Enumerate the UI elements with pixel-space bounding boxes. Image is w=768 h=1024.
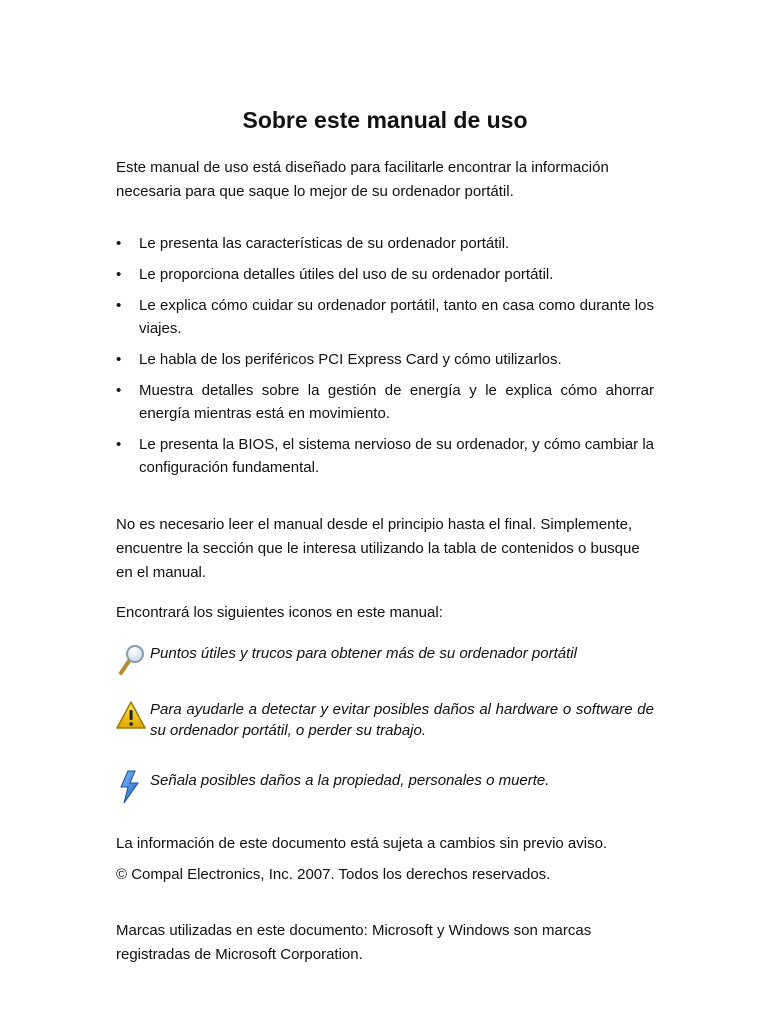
list-item bbox=[116, 433, 654, 479]
list-item-text: Muestra detalles sobre la gestión de energía y le explica cómo ahorrar energía mientras está en movimiento. bbox=[139, 382, 654, 422]
bullet-icon: • bbox=[116, 351, 122, 368]
icon-legend-text: Señala posibles daños a la propiedad, personales o muerte. bbox=[150, 772, 550, 789]
lightning-icon bbox=[116, 770, 148, 804]
feature-list bbox=[116, 232, 654, 487]
bullet-icon: • bbox=[116, 266, 122, 283]
list-item bbox=[116, 294, 654, 340]
trademarks-paragraph: Marcas utilizadas en este documento: Microsoft y Windows son marcas registradas de Microsoft Corporation. bbox=[116, 922, 592, 963]
list-item bbox=[116, 348, 654, 371]
list-item-text: Le presenta las características de su ordenador portátil. bbox=[139, 235, 510, 252]
list-item bbox=[116, 263, 654, 286]
warning-icon bbox=[116, 699, 148, 733]
list-item-text: Le habla de los periféricos PCI Express Card y cómo utilizarlos. bbox=[139, 351, 562, 368]
bullet-icon: • bbox=[116, 382, 122, 399]
magnifier-icon bbox=[116, 643, 148, 677]
bullet-icon: • bbox=[116, 297, 122, 314]
list-item-text: Le proporciona detalles útiles del uso de su ordenador portátil. bbox=[139, 266, 554, 283]
copyright-paragraph: © Compal Electronics, Inc. 2007. Todos los derechos reservados. bbox=[116, 866, 551, 883]
list-item-text: Le explica cómo cuidar su ordenador portátil, tanto en casa como durante los viajes. bbox=[139, 297, 654, 337]
icons-intro-paragraph: Encontrará los siguientes iconos en este manual: bbox=[116, 604, 443, 621]
page-title: Sobre este manual de uso bbox=[242, 107, 528, 133]
list-item bbox=[116, 379, 654, 425]
icon-legend-text: Para ayudarle a detectar y evitar posibles daños al hardware o software de su ordenador portátil, o perder su trabajo. bbox=[150, 701, 654, 739]
notice-paragraph: La información de este documento está sujeta a cambios sin previo aviso. bbox=[116, 835, 608, 852]
reading-note-paragraph: No es necesario leer el manual desde el principio hasta el final. Simplemente, encuentre la sección que le interesa utilizando la tabla de contenidos o busque en el manual. bbox=[116, 516, 640, 581]
list-item-text: Le presenta la BIOS, el sistema nervioso de su ordenador, y cómo cambiar la configuración fundamental. bbox=[139, 436, 654, 476]
icon-legend-text: Puntos útiles y trucos para obtener más de su ordenador portátil bbox=[150, 645, 577, 662]
bullet-icon: • bbox=[116, 235, 122, 252]
intro-paragraph: Este manual de uso está diseñado para facilitarle encontrar la información necesaria para que saque lo mejor de su ordenador portátil. bbox=[116, 159, 609, 200]
bullet-icon: • bbox=[116, 436, 122, 453]
list-item bbox=[116, 232, 654, 255]
